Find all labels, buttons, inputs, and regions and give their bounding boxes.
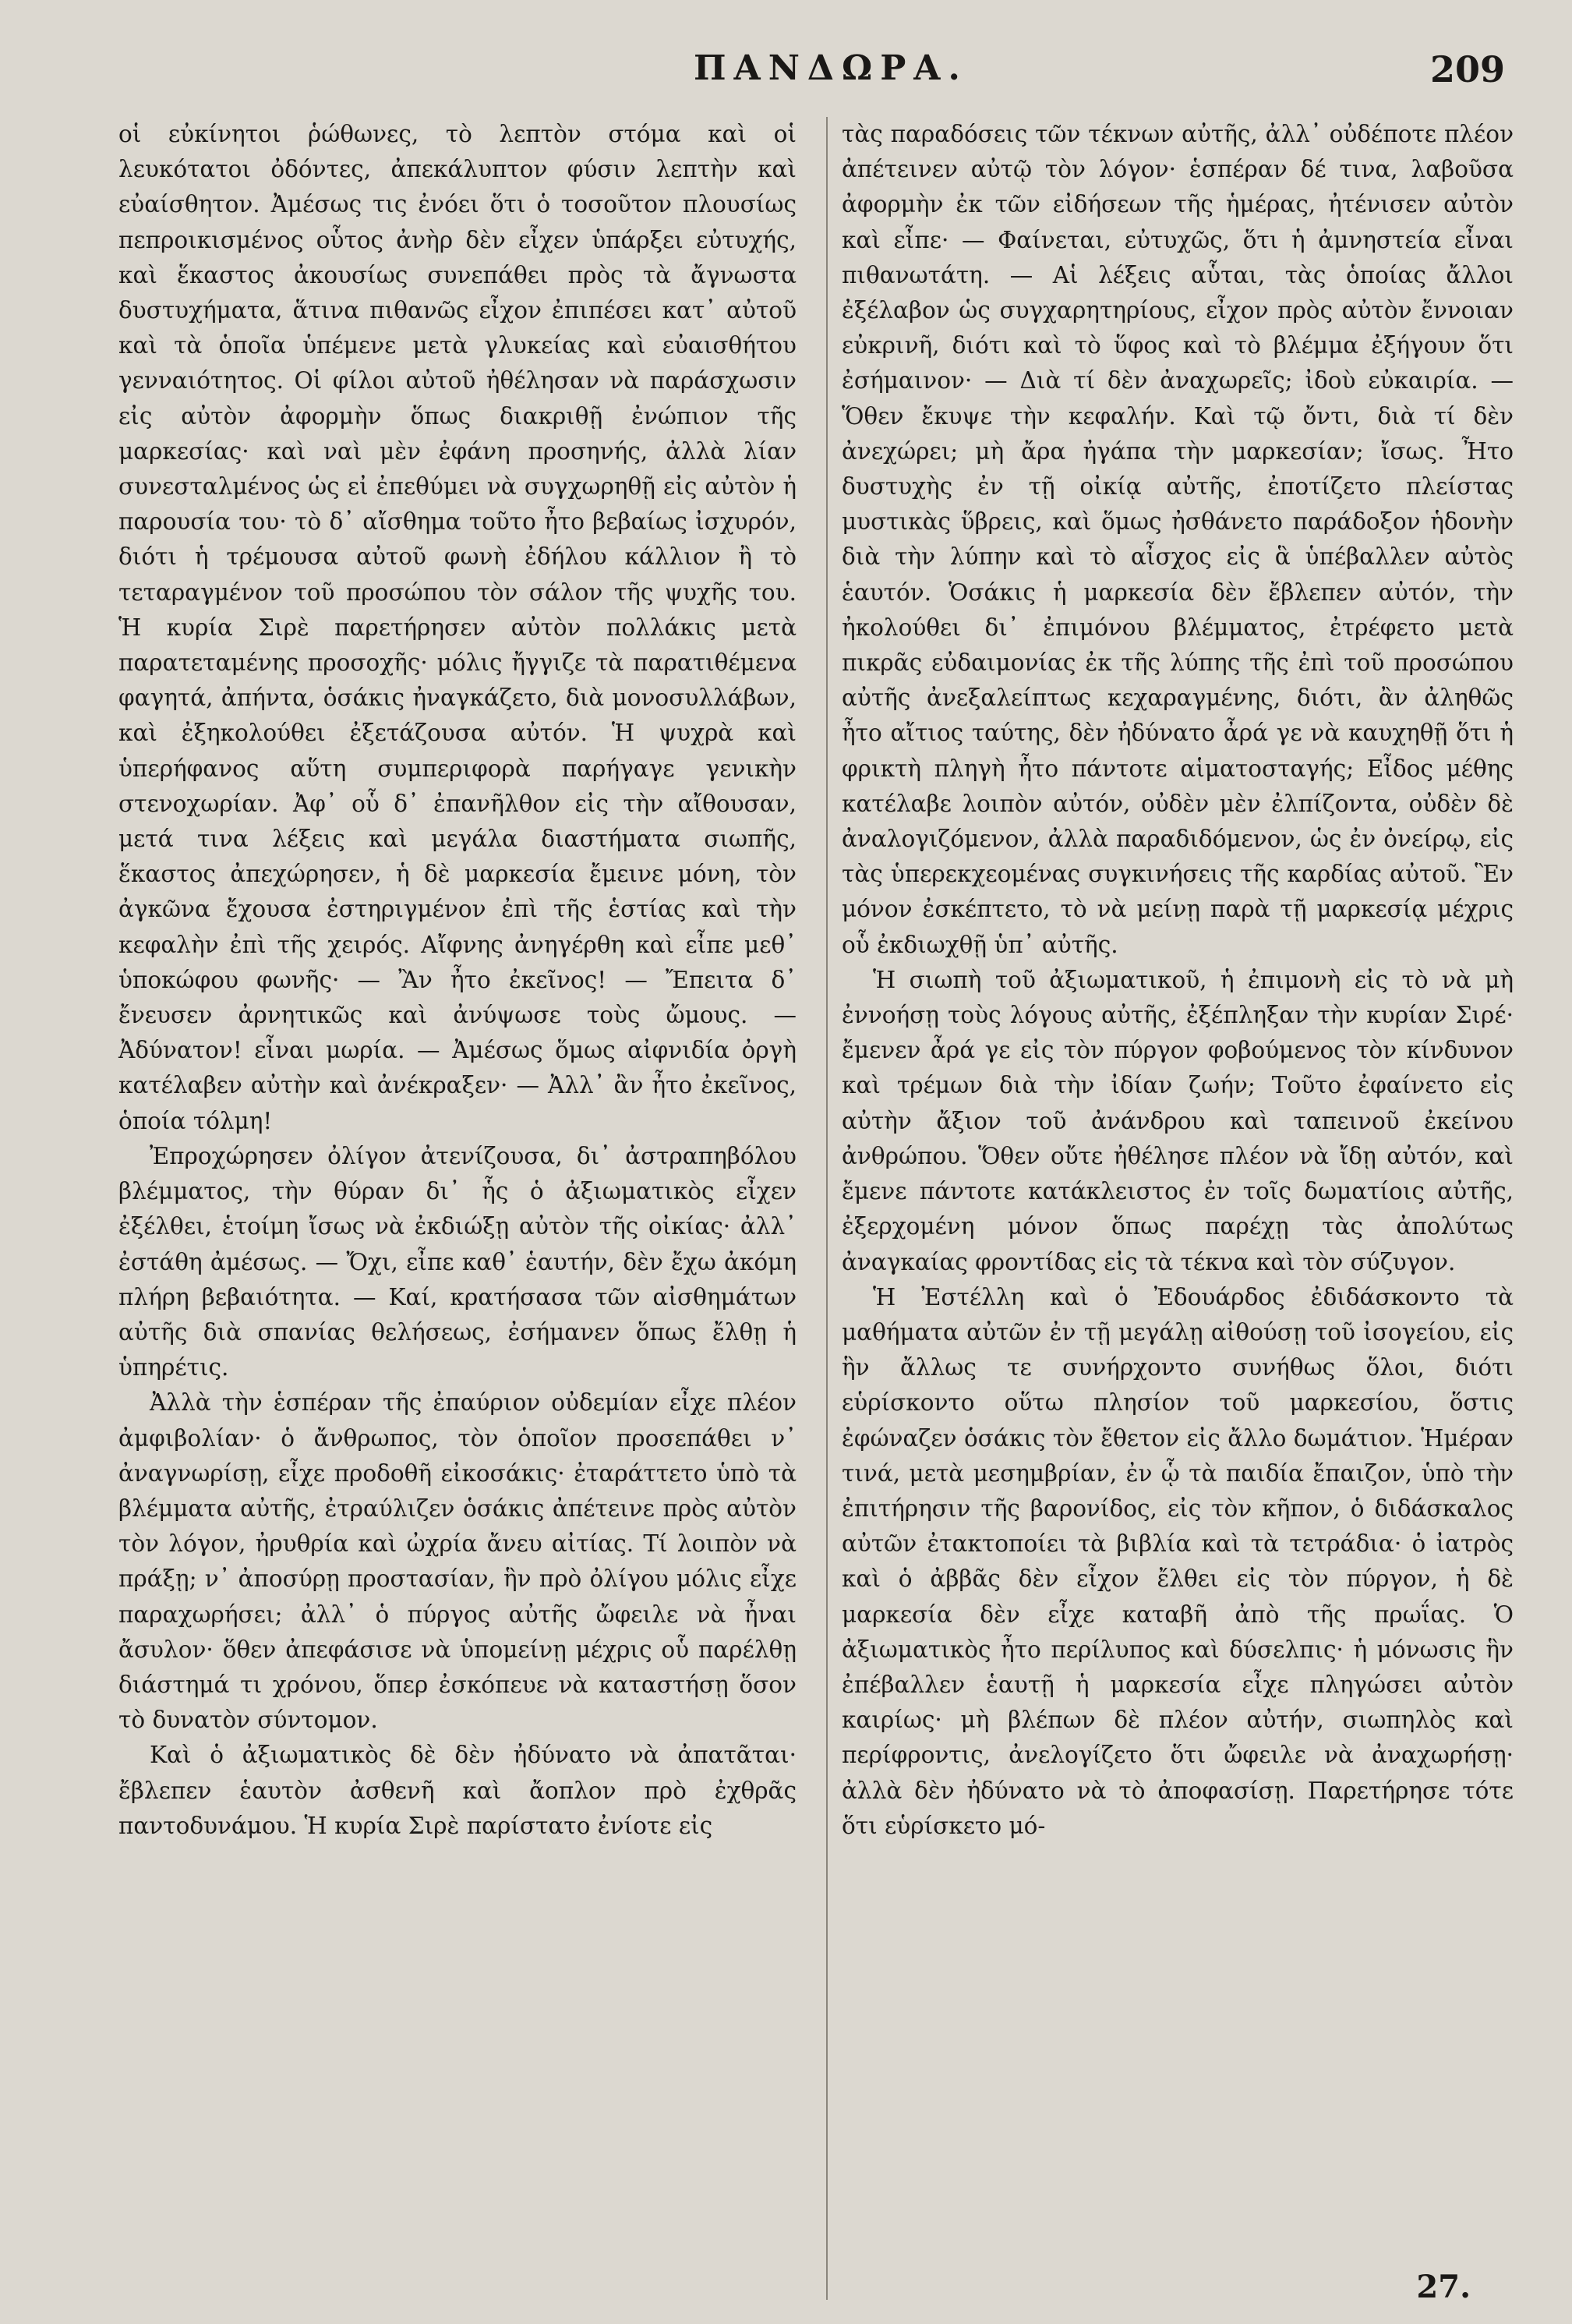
- paragraph: τὰς παραδόσεις τῶν τέκνων αὐτῆς, ἀλλ᾽ οὐδέποτε πλέον ἀπέτεινεν αὐτῷ τὸν λόγον· ἑσπέραν δέ τινα, λαβοῦσα ἀφορμὴν ἐκ τῶν εἰδήσεων τῆς ἡμέρας, ἠτένισεν αὐτὸν καὶ εἶπε· — Φαίνεται, εὐτυχῶς, ὅτι ἡ ἀμνηστεία εἶναι πιθανωτάτη. — Αἱ λέξεις αὗται, τὰς ὁποίας ἄλλοι ἐξέλαβον ὡς συγχαρητηρίους, εἶχον πρὸς αὐτὸν ἔννοιαν εὐκρινῆ, διότι καὶ τὸ ὕφος καὶ τὸ βλέμμα ἐξήγουν ὅτι ἐσήμαινον· — Διὰ τί δὲν ἀναχωρεῖς; ἰδοὺ εὐκαιρία. — Ὅθεν ἔκυψε τὴν κεφαλήν. Καὶ τῷ ὄντι, διὰ τί δὲν ἀνεχώρει; μὴ ἄρα ἠγάπα τὴν μαρκεσίαν; ἴσως. Ἦτο δυστυχὴς ἐν τῇ οἰκίᾳ αὐτῆς, ἐποτίζετο πλείστας μυστικὰς ὕβρεις, καὶ ὅμως ἠσθάνετο παράδοξον ἡδονὴν διὰ τὴν λύπην καὶ τὸ αἶσχος εἰς ἃ ὑπέβαλλεν αὐτὸς ἑαυτόν. Ὁσάκις ἡ μαρκεσία δὲν ἔβλεπεν αὐτόν, τὴν ἠκολούθει δι᾽ ἐπιμόνου βλέμματος, ἐτρέφετο μετὰ πικρᾶς εὐδαιμονίας ἐκ τῆς λύπης τῆς ἐπὶ τοῦ προσώπου αὐτῆς ἀνεξαλείπτως κεχαραγμένης, διότι, ἂν ἀληθῶς ἦτο αἴτιος ταύτης, δὲν ἠδύνατο ἆρά γε νὰ καυχηθῇ ὅτι ἡ φρικτὴ πληγὴ ἦτο πάντοτε αἱματοσταγής; Εἶδος μέθης κατέλαβε λοιπὸν αὐτόν, οὐδὲν μὲν ἐλπίζοντα, οὐδὲν δὲ ἀναλογιζόμενον, ἀλλὰ παραδιδόμενον, ὡς ἐν ὀνείρῳ, εἰς τὰς ὑπερεκχεομένας συγκινήσεις τῆς καρδίας αὐτοῦ. Ἓν μόνον ἐσκέπτετο, τὸ νὰ μείνῃ παρὰ τῇ μαρκεσίᾳ μέχρις οὗ ἐκδιωχθῇ ὑπ᾽ αὐτῆς.: [842, 121, 1514, 958]
- left-column: [118, 117, 797, 1844]
- column-divider: [826, 117, 828, 2300]
- page-header: [0, 48, 1572, 95]
- journal-title: ΠΑΝΔΩΡΑ.: [694, 48, 968, 88]
- paragraph: οἱ εὐκίνητοι ῥώθωνες, τὸ λεπτὸν στόμα καὶ οἱ λευκότατοι ὀδόντες, ἀπεκάλυπτον φύσιν λεπτὴν καὶ εὐαίσθητον. Ἀμέσως τις ἐνόει ὅτι ὁ τοσοῦτον πλουσίως πεπροικισμένος οὗτος ἀνὴρ δὲν εἶχεν ὑπάρξει εὐτυχής, καὶ ἕκαστος ἀκουσίως συνεπάθει πρὸς τὰ ἄγνωστα δυστυχήματα, ἅτινα πιθανῶς εἶχον ἐπιπέσει κατ᾽ αὐτοῦ καὶ τὰ ὁποῖα ὑπέμενε μετὰ γλυκείας καὶ εὐαισθήτου γενναιότητος. Οἱ φίλοι αὐτοῦ ἠθέλησαν νὰ παράσχωσιν εἰς αὐτὸν ἀφορμὴν ὅπως διακριθῇ ἐνώπιον τῆς μαρκεσίας· καὶ ναὶ μὲν ἐφάνη προσηνής, ἀλλὰ λίαν συνεσταλμένος ὡς εἰ ἐπεθύμει νὰ συγχωρηθῇ εἰς αὐτὸν ἡ παρουσία του· τὸ δ᾽ αἴσθημα τοῦτο ἦτο βεβαίως ἰσχυρόν, διότι ἡ τρέμουσα αὐτοῦ φωνὴ ἐδήλου κάλλιον ἢ τὸ τεταραγμένον τοῦ προσώπου τὸν σάλον τῆς ψυχῆς του. Ἡ κυρία Σιρὲ παρετήρησεν αὐτὸν πολλάκις μετὰ παρατεταμένης προσοχῆς· μόλις ἤγγιζε τὰ παρατιθέμενα φαγητά, ἀπήντα, ὁσάκις ἠναγκάζετο, διὰ μονοσυλλάβων, καὶ ἐξηκολούθει ἐξετάζουσα αὐτόν. Ἡ ψυχρὰ καὶ ὑπερήφανος αὕτη συμπεριφορὰ παρήγαγε γενικὴν στενοχωρίαν. Ἀφ᾽ οὗ δ᾽ ἐπανῆλθον εἰς τὴν αἴθουσαν, μετά τινα λέξεις καὶ μεγάλα διαστήματα σιωπῆς, ἕκαστος ἀπεχώρησεν, ἡ δὲ μαρκεσία ἔμεινε μόνη, τὸν ἀγκῶνα ἔχουσα ἐστηριγμένον ἐπὶ τῆς ἑστίας καὶ τὴν κεφαλὴν ἐπὶ τῆς χειρός. Αἴφνης ἀνηγέρθη καὶ εἶπε μεθ᾽ ὑποκώφου φωνῆς· — Ἂν ἦτο ἐκεῖνος! — Ἔπειτα δ᾽ ἔνευσεν ἀρνητικῶς καὶ ἀνύψωσε τοὺς ὤμους. — Ἀδύνατον! εἶναι μωρία. — Ἀμέσως ὅμως αἰφνιδία ὀργὴ κατέλαβεν αὐτὴν καὶ ἀνέκραξεν· — Ἀλλ᾽ ἂν ἦτο ἐκεῖνος, ὁποία τόλμη!: [118, 121, 797, 1134]
- signature-mark: 27.: [1416, 2269, 1471, 2305]
- paragraph: Ἡ Ἐστέλλη καὶ ὁ Ἐδουάρδος ἐδιδάσκοντο τὰ μαθήματα αὐτῶν ἐν τῇ μεγάλῃ αἰθούσῃ τοῦ ἰσογείου, εἰς ἣν ἄλλως τε συνήρχοντο συνήθως ὅλοι, διότι εὑρίσκοντο οὕτω πλησίον τοῦ μαρκεσίου, ὅστις ἐφώναζεν ὁσάκις τὸν ἔθετον εἰς ἄλλο δωμάτιον. Ἡμέραν τινά, μετὰ μεσημβρίαν, ἐν ᾧ τὰ παιδία ἔπαιζον, ὑπὸ τὴν ἐπιτήρησιν τῆς βαρονίδος, εἰς τὸν κῆπον, ὁ διδάσκαλος αὐτῶν ἐτακτοποίει τὰ βιβλία καὶ τὰ τετράδια· ὁ ἰατρὸς καὶ ὁ ἀββᾶς δὲν εἶχον ἔλθει εἰς τὸν πύργον, ἡ δὲ μαρκεσία δὲν εἶχε καταβῆ ἀπὸ τῆς πρωΐας. Ὁ ἀξιωματικὸς ἦτο περίλυπος καὶ δύσελπις· ἡ μόνωσις ἣν ἐπέβαλλεν ἑαυτῇ ἡ μαρκεσία εἶχε πληγώσει αὐτὸν καιρίως· μὴ βλέπων δὲ πλέον αὐτήν, σιωπηλὸς καὶ περίφροντις, ἀνελογίζετο ὅτι ὤφειλε νὰ ἀναχωρήσῃ· ἀλλὰ δὲν ἠδύνατο νὰ τὸ ἀποφασίσῃ. Παρετήρησε τότε ὅτι εὑρίσκετο μό-: [842, 1283, 1514, 1839]
- paragraph: Ἐπροχώρησεν ὀλίγον ἀτενίζουσα, δι᾽ ἀστραπηβόλου βλέμματος, τὴν θύραν δι᾽ ἧς ὁ ἀξιωματικὸς εἶχεν ἐξέλθει, ἑτοίμη ἴσως νὰ ἐκδιώξῃ αὐτὸν τῆς οἰκίας· ἀλλ᾽ ἐστάθη ἀμέσως. — Ὄχι, εἶπε καθ᾽ ἑαυτήν, δὲν ἔχω ἀκόμη πλήρη βεβαιότητα. — Καί, κρατήσασα τῶν αἰσθημάτων αὐτῆς διὰ σπανίας θελήσεως, ἐσήμανεν ὅπως ἔλθῃ ἡ ὑπηρέτις.: [118, 1142, 797, 1381]
- page-number: 209: [1429, 48, 1505, 90]
- right-column: [842, 117, 1514, 1844]
- paragraph: Καὶ ὁ ἀξιωματικὸς δὲ δὲν ἠδύνατο νὰ ἀπατᾶται· ἔβλεπεν ἑαυτὸν ἀσθενῆ καὶ ἄοπλον πρὸ ἐχθρᾶς παντοδυνάμου. Ἡ κυρία Σιρὲ παρίστατο ἐνίοτε εἰς: [118, 1742, 797, 1839]
- paragraph: Ἡ σιωπὴ τοῦ ἀξιωματικοῦ, ἡ ἐπιμονὴ εἰς τὸ νὰ μὴ ἐννοήσῃ τοὺς λόγους αὐτῆς, ἐξέπληξαν τὴν κυρίαν Σιρέ· ἔμενεν ἆρά γε εἰς τὸν πύργον φοβούμενος τὸν κίνδυνον καὶ τρέμων διὰ τὴν ἰδίαν ζωήν; Τοῦτο ἐφαίνετο εἰς αὐτὴν ἄξιον τοῦ ἀνάνδρου καὶ ταπεινοῦ ἐκείνου ἀνθρώπου. Ὅθεν οὔτε ἠθέλησε πλέον νὰ ἴδῃ αὐτόν, καὶ ἔμενε πάντοτε κατάκλειστος ἐν τοῖς δωματίοις αὐτῆς, ἐξερχομένη μόνον ὅπως παρέχῃ τὰς ἀπολύτως ἀναγκαίας φροντίδας εἰς τὰ τέκνα καὶ τὸν σύζυγον.: [842, 966, 1514, 1275]
- paragraph: Ἀλλὰ τὴν ἑσπέραν τῆς ἐπαύριον οὐδεμίαν εἶχε πλέον ἀμφιβολίαν· ὁ ἄνθρωπος, τὸν ὁποῖον προσεπάθει ν᾽ ἀναγνωρίσῃ, εἶχε προδοθῆ εἰκοσάκις· ἐταράττετο ὑπὸ τὰ βλέμματα αὐτῆς, ἐτραύλιζεν ὁσάκις ἀπέτεινε πρὸς αὐτὸν τὸν λόγον, ἠρυθρία καὶ ὠχρία ἄνευ αἰτίας. Τί λοιπὸν νὰ πράξῃ; ν᾽ ἀποσύρῃ προστασίαν, ἣν πρὸ ὀλίγου μόλις εἶχε παραχωρήσει; ἀλλ᾽ ὁ πύργος αὐτῆς ὤφειλε νὰ ἦναι ἄσυλον· ὅθεν ἀπεφάσισε νὰ ὑπομείνῃ μέχρις οὗ παρέλθῃ διάστημά τι χρόνου, ὅπερ ἐσκόπευε νὰ καταστήσῃ ὅσον τὸ δυνατὸν σύντομον.: [118, 1389, 797, 1734]
